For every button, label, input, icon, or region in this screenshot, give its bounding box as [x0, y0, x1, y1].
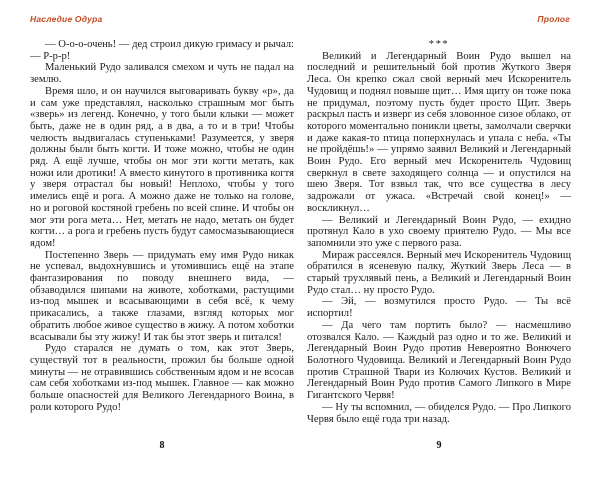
- left-page-text: [30, 39, 294, 414]
- paragraph: — Великий и Легендарный Воин Рудо, — ехидно протянул Кало в ухо своему приятелю Рудо. — Мы все запомнили это уже с первого раза.: [307, 214, 571, 249]
- paragraph: — Ну ты вспомнил, — обиделся Рудо. — Про Липкого Червя было ещё года три назад.: [307, 401, 571, 425]
- running-head-chapter-title: Пролог: [537, 14, 570, 24]
- paragraph: Рудо старался не думать о том, как этот Зверь, существуй тот в реальности, прожил бы больше одной минуты — не отравившись собственным ядом и не всосав сам себя хоботками из-под мышек. Главное — как можно больше опасностей для Великого Легендарного Воина, в роли которого Рудо!: [30, 343, 294, 413]
- paragraph: — Да чего там портить было? — насмешливо отозвался Кало. — Каждый раз одно и то же. Великий и Легендарный Воин Рудо против Невероятно Вонючего Болотного Чудовища. Великий и Легендарный Воин Рудо против Страшной Твари из Колючих Кустов. Великий и Легендарный Воин Рудо против Самого Липкого в Мире Гигантского Червя!: [307, 319, 571, 402]
- right-page-number: 9: [436, 440, 442, 451]
- paragraph: Постепенно Зверь — придумать ему имя Рудо никак не успевал, выдохнувшись и утомившись ещё на этапе фантазирования по поводу внешнего вида, — обзаводился шипами на животе, хоботками, растущими из-под мышек и всасывающими в себя всё, к чему прикасались, а также глазами, взгляд которых мог обратить любое живое существо в жижу. А потом хоботки всасывали бы эту жижу! И так бы этот зверь и питался!: [30, 249, 294, 343]
- scene-break-separator: ***: [428, 39, 450, 50]
- right-page-text: [307, 39, 571, 425]
- right-page-paragraphs: [307, 51, 571, 426]
- paragraph: Маленький Рудо заливался смехом и чуть не падал на землю.: [30, 62, 294, 86]
- paragraph: Мираж рассеялся. Верный меч Искоренитель Чудовищ обратился в ясеневую палку, Жуткий Зверь Леса — в старый трухлявый пень, а Великий и Легендарный Воин Рудо стал… ну просто Рудо.: [307, 249, 571, 296]
- running-head-book-title: Наследие Одура: [30, 14, 103, 24]
- paragraph: — Эй, — возмутился просто Рудо. — Ты всё испортил!: [307, 296, 571, 320]
- paragraph: Время шло, и он научился выговаривать букву «р», да и сам уже представлял, насколько страшным мог быть «зверь» из легенд. Конечно, у того были клыки — может быть, даже не в один ряд, а в два, а то и в три! Чтобы челюсть выдвигалась ступеньками! Разумеется, у зверя должны были быть когти. И тоже можно, чтобы не один ряд. А ещё лучше, чтобы он мог эти когти метать, как ножи или дротики! А вместо кинутого в противника когтя у зверя отрастал бы новый! Неплохо, чтобы у того имелись ещё и рога. А можно даже не только на голове, но и роговой костяной гребень по всей спине. И чтобы он мог эти рога мета… Нет, метать не надо, метать он будет когти… а рога и гребень пусть будут самосмазывающиеся ядом!: [30, 85, 294, 249]
- paragraph: Великий и Легендарный Воин Рудо вышел на последний и решительный бой против Жуткого Зверя Леса. Он крепко сжал свой верный меч Искоренитель Чудовищ и поднял повыше щит… Имя щиту он тоже пока не придумал, поэтому пусть будет просто Щит. Зверь раскрыл пасть и изверг из себя зловонное сизое облако, от которого моментально поникли цветы, замолчали сверчки и даже какая-то птица поперхнулась и упала с неба. «Ты не пройдёшь!» — упрямо заявил Великий и Легендарный Воин Рудо. Его верный меч Искоренитель Чудовищ сверкнул в свете заходящего солнца — и опустился на шею Зверя. Тот взвыл так, что все существа в лесу задрожали от ужаса. «Встречай свой конец!» — воскликнул…: [307, 50, 571, 214]
- paragraph: — О-о-о-очень! — дед строил дикую гримасу и рычал: — Р-р-р!: [30, 39, 294, 62]
- left-page-number: 8: [159, 440, 165, 451]
